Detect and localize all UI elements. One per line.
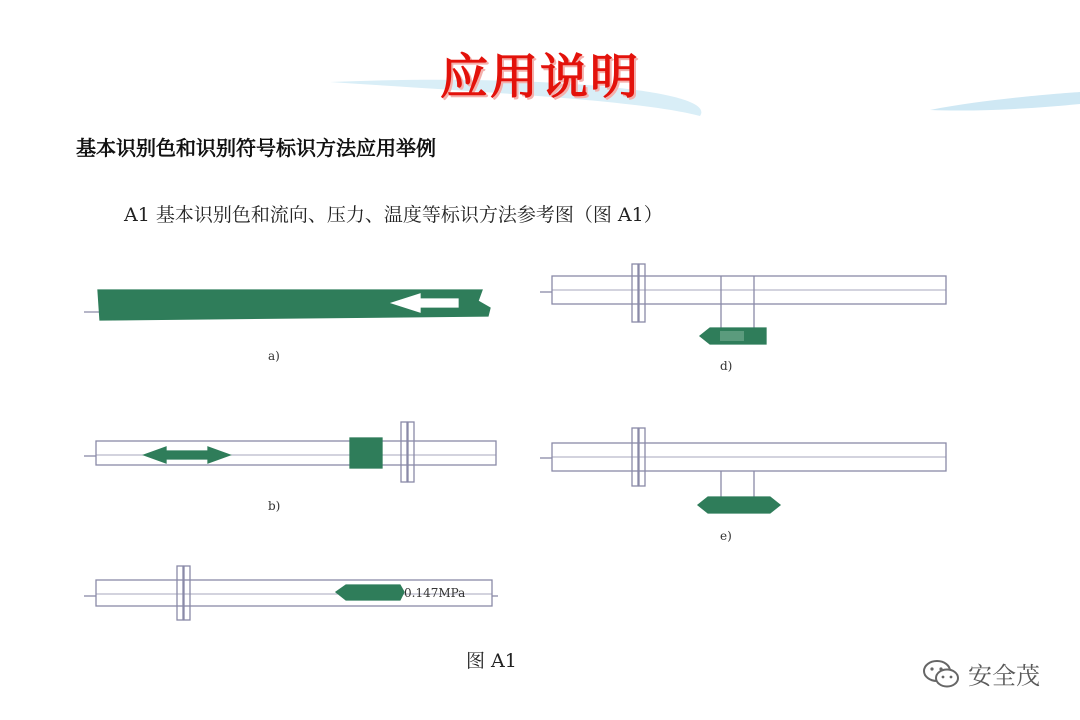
label-a: a): [268, 349, 280, 363]
wechat-icon: [922, 659, 960, 689]
label-d: d): [720, 359, 733, 373]
watermark: [922, 656, 1040, 691]
label-b: b): [268, 499, 281, 513]
figure-label: 图 A1: [466, 650, 517, 672]
tag-e: [698, 497, 780, 513]
pipe-a: [84, 290, 490, 320]
figure-caption: A1 基本识别色和流向、压力、温度等标识方法参考图（图 A1）: [124, 204, 663, 226]
pipe-b: [84, 422, 496, 482]
label-e: e): [720, 529, 732, 543]
label-c-value: 0.147MPa: [404, 586, 466, 600]
double-arrow-b: [144, 447, 230, 463]
watermark-text: 安全茂: [968, 662, 1040, 690]
pressure-marker-c: [336, 585, 404, 600]
color-band-b: [350, 438, 382, 468]
pipe-e: [540, 428, 946, 513]
section-subtitle: 基本识别色和识别符号标识方法应用举例: [76, 136, 436, 160]
page-title: 应用说明: [439, 49, 640, 105]
pipe-d: [540, 264, 946, 344]
